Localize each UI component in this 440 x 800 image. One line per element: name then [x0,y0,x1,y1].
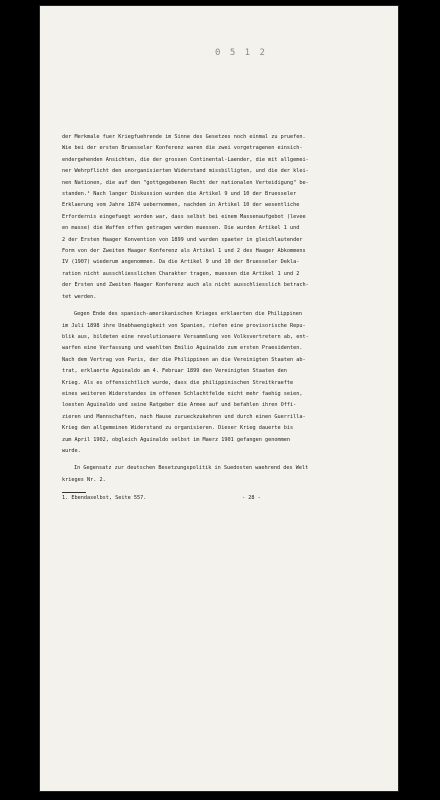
paragraph [62,132,392,303]
text-line: Erfordernis eingefuegt worden war, dass selbst bei einem Massenaufgebot (levee [62,213,306,220]
text-line: warfen eine Verfassung und waehlten Emilio Aguinaldo zum ersten Praesidenten. [62,345,303,352]
text-line: blik aus, bildeten eine revolutionaere Versammlung von Volksvertretern ab, ent- [62,333,309,340]
text-line: der Merkmale fuer Kriegfuehrende im Sinne des Gesetzes noch einmal zu pruefen. [62,134,306,140]
text-line: krieges Nr. 2. [62,476,106,483]
text-line: Nach dem Vertrag von Paris, der die Philippinen an die Vereinigten Staaten ab- [62,356,306,363]
text-line: standen.¹ Nach langer Diskussion wurden die Artikel 9 und 10 der Bruesseler [62,191,297,198]
footnote-row [62,493,392,504]
text-line: zieren und Mannschaften, nach Hause zurueckzukehren und durch einen Guerrilla- [62,413,306,420]
text-line: Gegen Ende des spanisch-amerikanischen Krieges erklaerten die Philippinen [74,311,302,318]
paragraph [62,463,392,486]
text-line: Erklaerung vom Jahre 1874 uebernommen, nachdem in Artikel 10 der wesentliche [62,202,300,209]
document-body [62,132,392,505]
footnote-text: 1. Ebendaselbst, Seite 557. [62,495,147,502]
text-line: Wie bei der ersten Bruesseler Konferenz waren die zwei vorgetragenen einsich- [62,145,303,152]
text-line: ration nicht ausschliesslichen Charakter tragen, muessen die Artikel 1 und 2 [62,270,300,277]
text-line: ner Wehrpflicht den unorganisierten Widerstand missbilligten, und die der klei- [62,168,309,175]
text-line: en masse) die Waffen offen getragen werden muessen. Die wurden Artikel 1 und [62,225,300,232]
text-line: der Ersten und Zweiten Haager Konferenz auch als nicht ausschliesslich betrach- [62,282,309,289]
page-marker: - 28 - [242,495,261,502]
text-line: tet werden. [62,293,97,300]
text-line: trat, erklaerte Aguinaldo am 4. Februar 1899 den Vereinigten Staaten den [62,368,287,375]
text-line: zum April 1902, obgleich Aguinaldo selbst im Maerz 1901 gefangen genommen [62,436,290,443]
text-line: In Gegensatz zur deutschen Besetzungspolitik in Suedosten waehrend des Welt [74,465,309,472]
text-line: Form von der Zweiten Haager Konferenz als Artikel 1 und 2 des Haager Abkommens [62,248,306,255]
text-line: 2 der Ersten Haager Konvention von 1899 und wurden spaeter in gleichlautender [62,236,303,243]
text-line: nen Nationen, die auf den "gottgegebenen Recht der nationalen Verteidigung" be- [62,179,309,186]
text-line: IV (1907) wiederum angenommen. Da die Artikel 9 und 10 der Bruesseler Dekla- [62,259,300,266]
text-line: Krieg. Als es offensichtlich wurde, dass die philippinischen Streitkraefte [62,379,294,386]
document-page [40,6,398,791]
page-number-stamp: 0 5 1 2 [215,48,267,58]
text-line: im Juli 1898 ihre Unabhaengigkeit von Spanien, riefen eine provisorische Repu- [62,322,306,329]
text-line: endergehenden Ansichten, die der grossen Continental-Laender, die mit allgemei- [62,156,309,163]
text-line: eines weiteren Widerstandes im offenen Schlachtfelde nicht mehr faehig seien, [62,390,303,397]
text-line: loesten Aguinaldo und seine Ratgeber die Armee auf und befahlen ihren Offi- [62,402,297,409]
paragraph [62,309,392,457]
text-line: wurde. [62,447,81,454]
text-line: Krieg den allgemeinen Widerstand zu organisieren. Dieser Krieg dauerte bis [62,425,294,432]
